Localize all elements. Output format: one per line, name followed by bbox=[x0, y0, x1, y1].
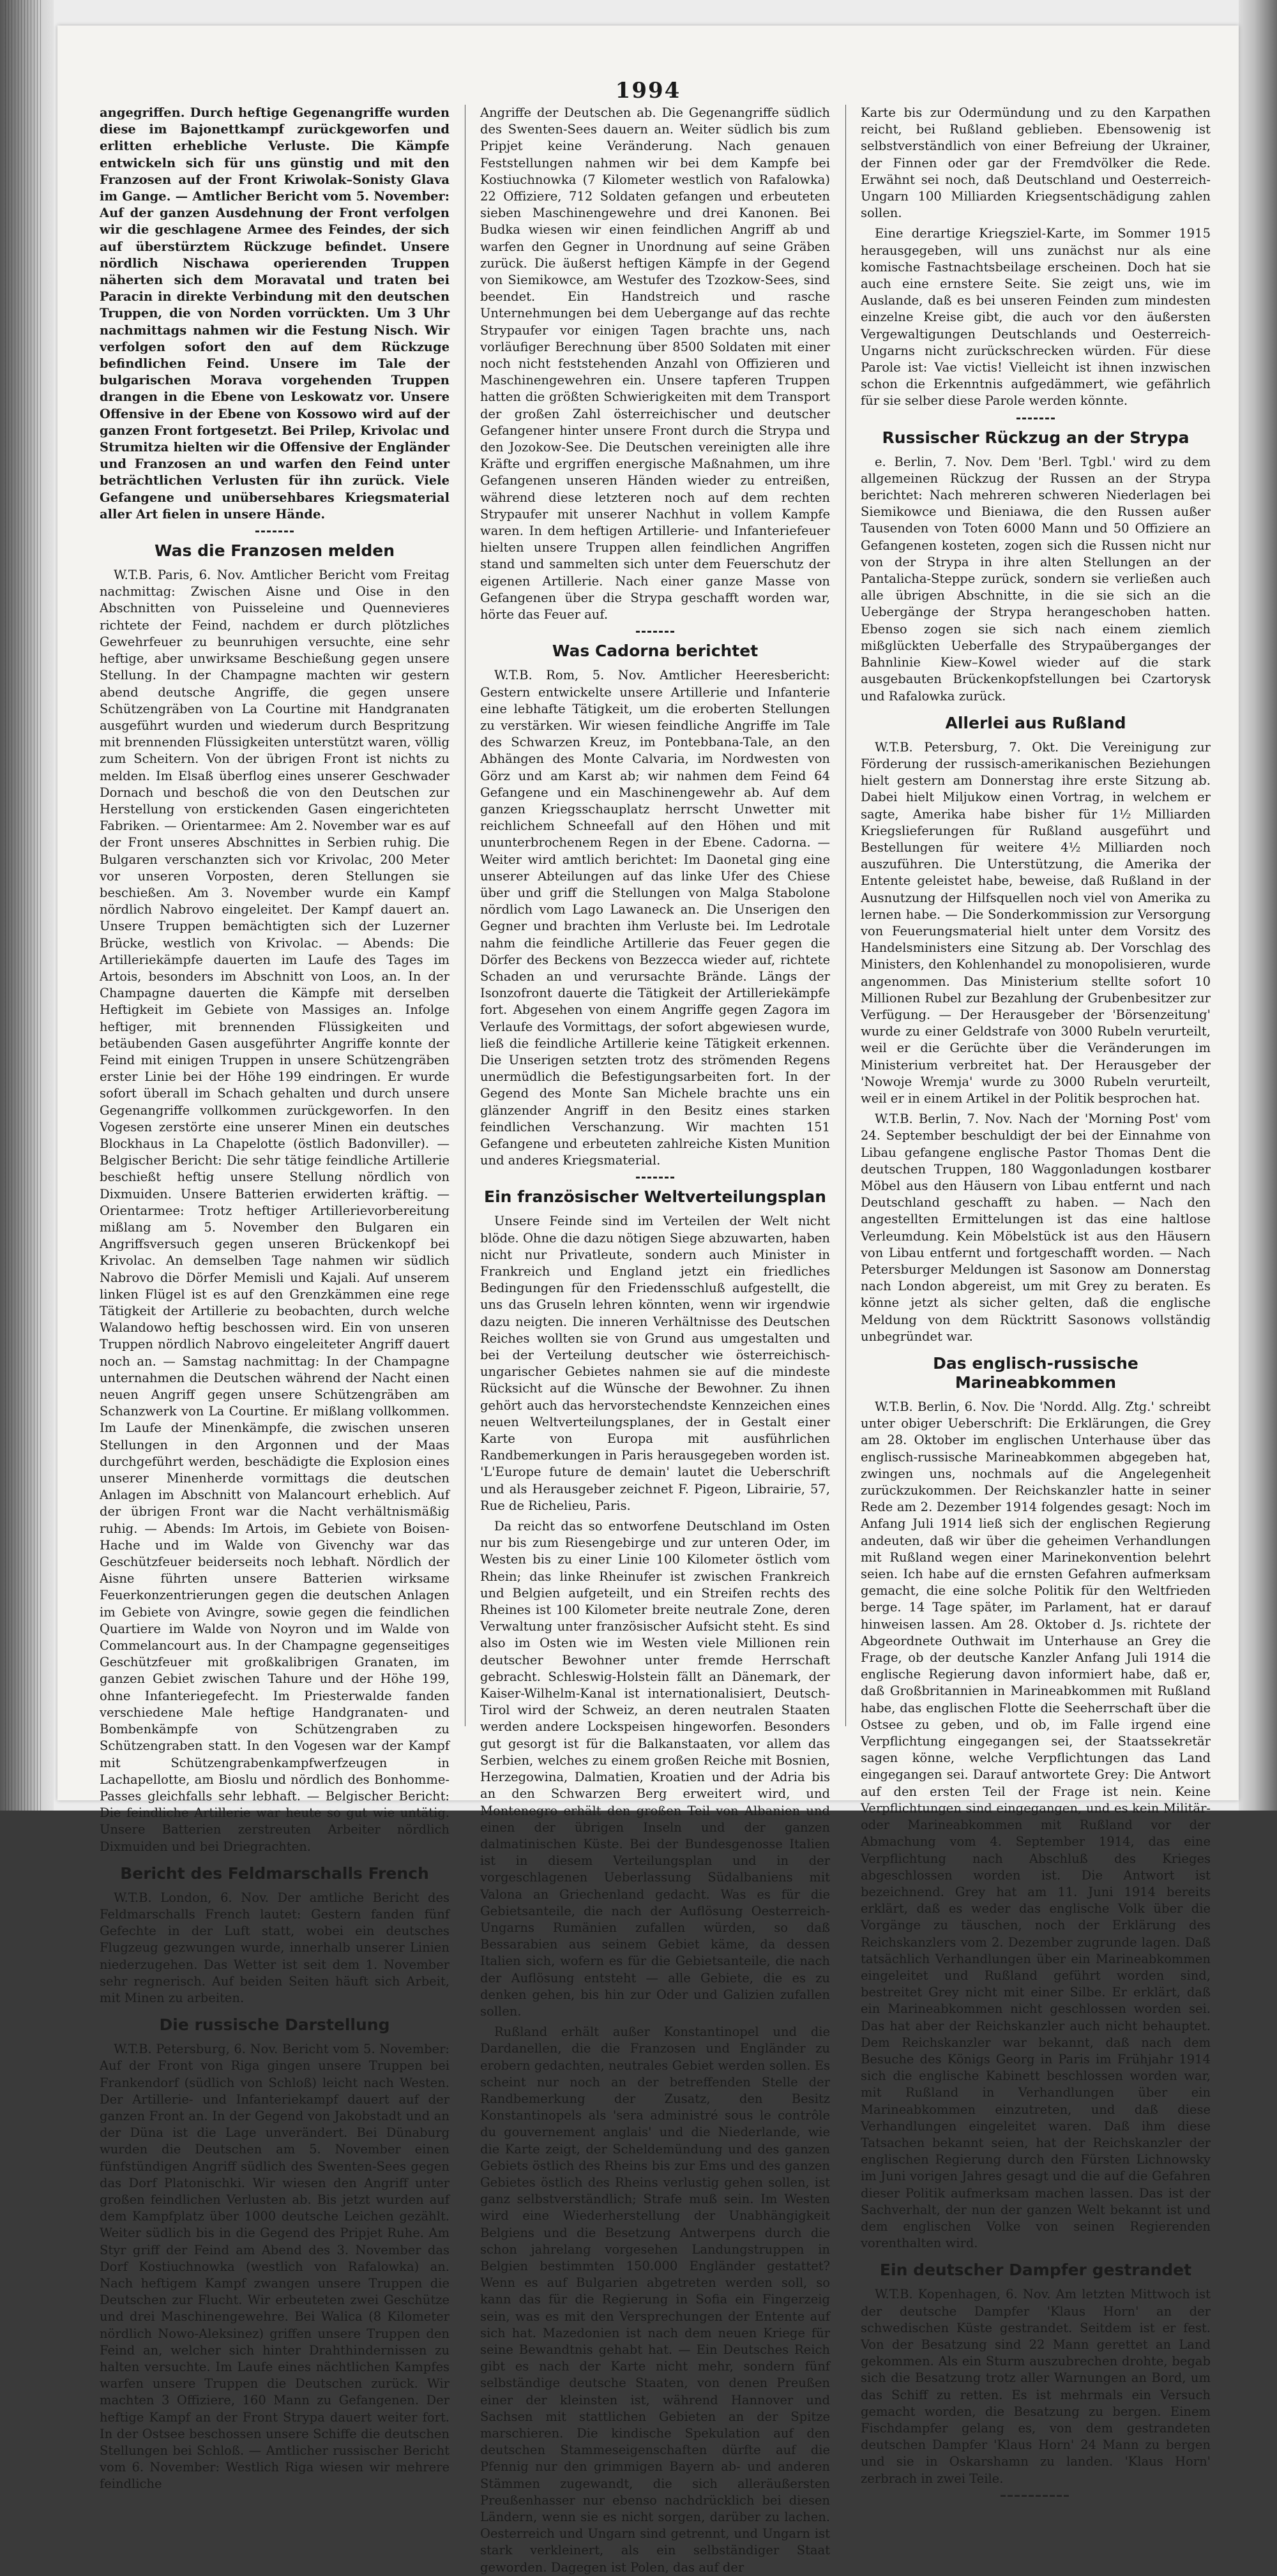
article-headline: Ein französischer Weltverteilungsplan bbox=[484, 1187, 826, 1207]
right-page-edge bbox=[1239, 0, 1277, 1811]
article-paragraph: Angriffe der Deutschen ab. Die Gegenangriffe südlich des Swenten-Sees dauern an. Weiter südlich bis zum Pripjet keine Veränderung. Nach genauen Feststellungen nahmen wir bei dem Kampfe bei Kostiuchnowka (7 Kilometer westlich von Rafalowka) 22 Offiziere, 712 Soldaten gefangen und erbeuteten sieben Maschinengewehre und drei Kanonen. Bei Budka wiesen wir einen feindlichen Angriff ab und warfen den Gegner in Unordnung auf seine Gräben zurück. Die äußerst heftigen Kämpfe in der Gegend von Siemikowce, am Westufer des Tzozkow-Sees, sind beendet. Ein Handstreich und rasche Unternehmungen bei dem Uebergange auf das rechte Strypaufer vor einigen Tagen brachte uns, nach vorläufiger Berechnung über 8500 Soldaten mit einer noch nicht feststehenden Anzahl von Offizieren und Maschinengewehren ein. Unsere tapferen Truppen hatten die größten Schwierigkeiten mit dem Transport der großen Zahl österreichischer und deutscher Gefangener hinter unsere Front durch die Strypa und den Jozokow-See. Die Deutschen vereinigten alle ihre Kräfte und ergriffen energische Maßnahmen, um ihre Gefangenen unseren Händen wieder zu entreißen, während diese letzteren noch auf dem rechten Strypaufer mit unserer Nachhut in vollem Kampfe waren. In dem heftigen Artillerie- und Infanteriefeuer hielten unsere Truppen allen feindlichen Angriffen stand und sammelten sich unter dem Feuerschutz der eigenen Artillerie. Nach einer ganze Masse von Gefangenen über die Strypa geschafft worden war, hörte das Feuer auf. bbox=[480, 105, 830, 622]
article-headline: Das englisch-russische Marineabkommen bbox=[933, 1354, 1138, 1392]
article-headline: Die russische Darstellung bbox=[159, 2015, 390, 2035]
section-separator bbox=[636, 631, 674, 633]
article-paragraph: W.T.B. Berlin, 6. Nov. Die 'Nordd. Allg. Ztg.' schreibt unter obiger Ueberschrift: Die Erklärungen, die Grey am 28. Oktober im englischen Unterhause über das englisch-russische Marineabkommen abgegeben hat, zwingen uns, nochmals auf die Angelegenheit zurückzukommen. Der Reichskanzler hatte in seiner Rede am 2. Dezember 1914 folgendes gesagt: Noch im Anfang Juli 1914 ließ sich der englischen Regierung andeuten, daß wir über die geheimen Verhandlungen mit Rußland wegen einer Marinekonvention belehrt seien. Ich habe auf die ernsten Gefahren aufmerksam gemacht, die eine solche Politik für den Weltfrieden berge. 14 Tage später, im Parlament, hat er darauf hinweisen lassen. Am 28. Oktober d. Js. richtete der Abgeordnete Outhwait im Unterhause an Grey die Frage, ob der deutsche Kanzler Anfang Juli 1914 die englische Regierung davon informiert habe, daß er, daß Großbritannien in Marineabkommen mit Rußland habe, das englischen Flotte die Seeherrschaft über die Ostsee zu geben, und ob, im Falle irgend eine Verpflichtung eingegangen sei, der Staatssekretär sagen könne, welche Verpflichtungen das Land eingegangen sei. Darauf antwortete Grey: Die Antwort auf den ersten Teil der Frage ist nein. Keine Verpflichtungen sind eingegangen, und es kein Militär- oder Marineabkommen mit Rußland vor der Abmachung vom 4. September 1914, das eine Verpflichtung nach Abschluß des Krieges abgeschlossen worden ist. Die Antwort ist bezeichnend. Grey hat am 11. Juni 1914 bereits erklärt, daß es weder das englische Volk über die Vorgänge zu täuschen, noch der Erklärung des Reichskanzlers vom 2. Dezember zugrunde lagen. Daß tatsächlich Verhandlungen über ein Marineabkommen eingeleitet und Rußland geführt worden sind, bestreitet Grey nicht mit einer Silbe. Er erklärt, daß ein Marineabkommen nicht geschlossen worden sei. Das hat aber der Reichskanzler auch nicht behauptet. Dem Reichskanzler war bekannt, daß nach dem Besuche des Königs Georg in Paris im Frühjahr 1914 sich die englische Kabinett beschlossen worden war, mit Rußland in Verhandlungen über ein Marineabkommen einzutreten, und daß diese Verhandlungen eingeleitet waren. Daß ihm diese Tatsachen bekannt seien, hat der Reichskanzler der englischen Regierung durch den Fürsten Lichnowsky im Juni vorigen Jahres gesagt und die auf die Gefahren dieser Politik aufmerksam machen lassen. Das ist der Sachverhalt, der nun der ganzen Welt bekannt ist und dem englischen Volke von seinen Regierenden vorenthalten wird. bbox=[861, 1399, 1211, 2251]
article-paragraph: W.T.B. Petersburg, 6. Nov. Bericht vom 5. November: Auf der Front von Riga gingen unsere Truppen bei Frankendorf (südlich von Schloß) leicht nach Westen. Der Artillerie- und Infanteriekampf dauert auf der ganzen Front an. In der Gegend von Jakobstadt und an der Düna ist die Lage unverändert. Bei Dünaburg wurden die Deutschen am 5. November einen fünfstündigen Angriff südlich des Swenten-Sees gegen das Dorf Platonischki. Wir wiesen den Angriff unter großen feindlichen Verlusten ab. Bis jetzt wurden auf dem Kampfplatz über 1000 deutsche Leichen gezählt. Weiter südlich bis in die Gegend des Pripjet Ruhe. Am Styr griff der Feind am Abend des 3. November das Dorf Kostiuchnowka (westlich von Rafalowka) an. Nach heftigem Kampf zwangen unsere Truppen die Deutschen zur Flucht. Wir erbeuteten zwei Geschütze und drei Maschinengewehre. Bei Walica (8 Kilometer nördlich Nowo-Aleksinez) griffen unsere Truppen den Feind an, welcher sich hinter Drahthindernissen zu halten versuchte. Im Laufe eines nächtlichen Kampfes warfen unsere Truppen die Deutschen zurück. Wir machten 3 Offiziere, 160 Mann zu Gefangenen. Der heftige Kampf an der Front Strypa dauert weiter fort. In der Ostsee beschossen unsere Schiffe die deutschen Stellungen bei Schloß. — Amtlicher russischer Bericht vom 6. November: Westlich Riga wiesen wir mehrere feindliche bbox=[100, 2042, 450, 2492]
article-paragraph: W.T.B. London, 6. Nov. Der amtliche Bericht des Feldmarschalls French lautet: Gestern fanden fünf Gefechte in der Luft statt, wobei ein deutsches Flugzeug gezwungen wurde, innerhalb unserer Linien niederzugehen. Das Wetter ist seit dem 1. November sehr regnerisch. Auf beiden Seiten häuft sich Arbeit, mit Minen zu arbeiten. bbox=[100, 1890, 450, 2005]
column-3 bbox=[861, 105, 1211, 2486]
article-paragraph: W.T.B. Berlin, 7. Nov. Nach der 'Morning Post' vom 24. September beschuldigt der bei der Einnahme von Libau gefangene englische Pastor Thomas Dent die deutschen Truppen, 180 Waggonladungen kostbarer Möbel aus den Häusern von Libau entfernt und nach Deutschland geschafft zu haben. — Nach den angestellten Ermittelungen ist das eine haltlose Verleumdung. Kein Möbelstück ist aus den Häusern von Libau entfernt und fortgeschafft worden. — Nach Petersburger Meldungen ist Sasonow am Donnerstag nach London abgereist, um mit Grey zu beraten. Es könne jetzt als sicher gelten, daß die englische Meldung von dem Rücktritt Sasonows vollständig unbegründet war. bbox=[861, 1111, 1211, 1344]
article-columns bbox=[100, 105, 1211, 2575]
article-headline: Allerlei aus Rußland bbox=[945, 713, 1126, 732]
book-binding-edge bbox=[0, 0, 54, 1811]
section-separator bbox=[1016, 418, 1055, 419]
article-paragraph: W.T.B. Paris, 6. Nov. Amtlicher Bericht vom Freitag nachmittag: Zwischen Aisne und Oise in den Abschnitten von Puisseleine und Quennevieres richtete der Feind, nachdem er durch plötzliches Gewehrfeuer zu beunruhigen versuchte, eine sehr heftige, aber unwirksame Beschießung gegen unsere Stellung. In der Champagne machten wir gestern abend deutsche Angriffe, die gegen unsere Schützengräben von La Courtine mit Handgranaten ausgeführt wurden und wiederum durch Bespritzung mit brennenden Flüssigkeiten unterstützt waren, völlig zum Scheitern. Von der übrigen Front ist nichts zu melden. Im Elsaß überflog eines unserer Geschwader Dornach und beschoß die von den Deutschen zur Herstellung von erstickenden Gasen eingerichteten Fabriken. — Orientarmee: Am 2. November war es auf der Front unseres Abschnittes in Serbien ruhig. Die Bulgaren verschanzten sich vor Krivolac, 200 Meter vor unseren Vorposten, deren Stellungen sie beschießen. Am 3. November wurde ein Kampf nördlich Nabrovo eingeleitet. Der Kampf dauert an. Unsere Truppen bemächtigten sich der Luzerner Brücke, westlich von Krivolac. — Abends: Die Artilleriekämpfe dauerten im Laufe des Tages im Artois, besonders im Abschnitt von Loos, an. In der Champagne dauerten die Kämpfe mit derselben Heftigkeit im Gebiete von Massiges an. Infolge heftiger, mit brennenden Flüssigkeiten und betäubenden Gasen ausgeführter Angriffe konnte der Feind mit einigen Truppen in unsere Schützengräben erster Linie bei der Höhe 199 eindringen. Er wurde sofort überall im Schach gehalten und durch unsere Gegenangriffe vollkommen zurückgeworfen. In den Vogesen zerstörte eine unserer Minen ein deutsches Blockhaus in La Chapelotte (östlich Badonviller). — Belgischer Bericht: Die sehr tätige feindliche Artillerie beschießt heftig unsere Stellung nördlich von Dixmuiden. Unsere Batterien erwiderten kräftig. — Orientarmee: Trotz heftiger Artillerievorbereitung mißlang am 5. November den Bulgaren ein Angriffsversuch gegen unseren Brückenkopf bei Krivolac. An demselben Tage nahmen wir südlich Nabrovo die Dörfer Memisli und Kajali. Auf unserem linken Flügel ist es auf den Grenzkämmen eine rege Tätigkeit der Artillerie zu beobachten, durch welche Walandowo heftig beschossen wird. Ein von unseren Truppen nördlich Nabrovo eingeleiteter Angriff dauert noch an. — Samstag nachmittag: In der Champagne unternahmen die Deutschen während der Nacht einen neuen Angriff gegen unsere Schützengräben am Schanzwerk von La Courtine. Er mißlang vollkommen. Im Laufe der Minenkämpfe, die zwischen unseren Stellungen in den Argonnen und der Maas durchgeführt werden, beschädigte die Explosion eines unserer Minenherde vormittags die deutschen Anlagen im Abschnitt von Malancourt erheblich. Auf der übrigen Front war die Nacht verhältnismäßig ruhig. — Abends: Im Artois, im Gebiete von Boisen-Hache und im Walde von Givenchy war das Geschützfeuer beiderseits noch lebhaft. Nördlich der Aisne führten unsere Batterien wirksame Feuerkonzentrierungen gegen die deutschen Anlagen im Gebiete von Avingre, sowie gegen die feindlichen Quartiere im Walde von Noyron und im Walde von Commelancourt aus. In der Champagne gegenseitiges Geschützfeuer mit großkalibrigen Granaten, im ganzen Gebiet zwischen Tahure und der Höhe 199, ohne Infanteriegefecht. Im Priesterwalde fanden verschiedene Male heftige Handgranaten- und Bombenkämpfe von Schützengraben zu Schützengraben statt. In den Vogesen war der Kampf mit Schützengrabenkampfwerfzeugen in Lachapellotte, am Bioslu und nördlich des Bonhomme-Passes gleichfalls sehr lebhaft. — Belgischer Bericht: Die feindliche Artillerie war heute so gut wie untätig. Unsere Batterien zerstreuten Arbeiter nördlich Dixmuiden und bei Driegrachten. bbox=[100, 568, 450, 1854]
article-paragraph: Eine derartige Kriegsziel-Karte, im Sommer 1915 herausgegeben, will uns zunächst nur als eine komische Fastnachtsbeilage erscheinen. Doch hat sie auch eine ernstere Seite. Sie zeigt uns, wie im Auslande, daß es bei unseren Feinden zum mindesten einzelne Kreise gibt, die auch vor den äußersten Vergewaltigungen Deutschlands und Oesterreich-Ungarns nicht zurückschrecken würden. Für diese Parole ist: Vae victis! Vielleicht ist ihnen inzwischen schon die Erkenntnis aufgedämmert, wie gefährlich für sie selber diese Parole werden könnte. bbox=[861, 226, 1211, 409]
article-paragraph: W.T.B. Petersburg, 7. Okt. Die Vereinigung zur Förderung der russisch-amerikanischen Beziehungen hielt gestern am Donnerstag ihre erste Sitzung ab. Dabei hielt Miljukow einen Vortrag, in welchem er sagte, Amerika habe bisher für 1½ Milliarden Kriegslieferungen für Rußland ausgeführt und Bestellungen für weitere 4½ Milliarden noch auszuführen. Die Unterstützung, die Amerika der Entente geleistet habe, beweise, daß Rußland in der Ausnutzung der Hilfsquellen noch viel von Amerika zu lernen habe. — Die Sonderkommission zur Versorgung von Feuerungsmaterial hielt unter dem Vorsitz des Handelsministers eine Sitzung ab. Der Vorschlag des Ministers, den Kohlenhandel zu monopolisieren, wurde angenommen. Das Ministerium stellte sofort 10 Millionen Rubel zur Bezahlung der Grubenbesitzer zur Verfügung. — Der Herausgeber der 'Börsenzeitung' wurde zu einer Geldstrafe von 3000 Rubeln verurteilt, weil er die Gerüchte über die Veränderungen im Ministerium verbreitet hat. Der Herausgeber der 'Nowoje Wremja' wurde zu 3000 Rubeln verurteilt, weil er in einem Artikel in der Politik besprochen hat. bbox=[861, 739, 1211, 1106]
binding-page-edges bbox=[5, 0, 43, 1811]
column-divider bbox=[845, 105, 846, 1726]
article-headline: Was Cadorna berichtet bbox=[552, 642, 759, 661]
article-paragraph: e. Berlin, 7. Nov. Dem 'Berl. Tgbl.' wird zu dem allgemeinen Rückzug der Russen an der Strypa berichtet: Nach mehreren schweren Niederlagen bei Siemikowce und Bieniawa, die den Russen außer Tausenden von Toten 6000 Mann und 50 Offiziere an Gefangenen kosteten, zogen sich die Russen nicht nur von der Strypa in ihre alten Stellungen an der Pantalicha-Steppe zurück, sondern sie verließen auch alle übrigen Abschnitte, in die sie sich an die Uebergänge der Strypa herangeschoben hatten. Ebenso zogen sie sich nach einem ziemlich mißglückten Ueberfalle des Strypaüberganges der Bahnlinie Kiew–Kowel wieder auf die stark ausgebauten Brückenkopfstellungen bei Czartorysk und Rafalowka zurück. bbox=[861, 454, 1211, 704]
article-paragraph: Unsere Feinde sind im Verteilen der Welt nicht blöde. Ohne die dazu nötigen Siege abzuwarten, haben nicht nur Privatleute, sondern auch Minister in Frankreich und England jetzt ein friedliches Bedingungen für den Friedensschluß aufgestellt, die uns das Gruseln lehren könnten, wenn wir irgendwie dazu neigten. Die inneren Verhältnisse des Deutschen Reiches wollten sie von Grund aus umgestalten und bei der Verteilung deutscher wie österreichisch-ungarischer Gebietes nahmen sie auf die mindeste Rücksicht auf die Wünsche der Bewohner. Zu ihnen gehört auch das hervorstechendste Kennzeichen eines neuen Weltverteilungsplanes, der in Gestalt einer Karte von Europa mit ausführlichen Randbemerkungen in Paris herausgegeben worden ist. 'L'Europe future de demain' lautet die Ueberschrift und als Herausgeber zeichnet F. Pigeon, Librairie, 57, Rue de Richelieu, Paris. bbox=[480, 1214, 830, 1513]
article-headline: Russischer Rückzug an der Strypa bbox=[882, 428, 1190, 447]
article-paragraph: W.T.B. Kopenhagen, 6. Nov. Am letzten Mittwoch ist der deutsche Dampfer 'Klaus Horn' an der schwedischen Küste gestrandet. Seitdem ist er fest. Von der Besatzung sind 22 Mann gerettet an Land gekommen. Als ein Sturm auszubrechen drohte, begab sich die Besatzung trotz aller Warnungen an Bord, um das Schiff zu retten. Es ist mehrmals ein Versuch gemacht worden, die Besatzung zu bergen. Einem Fischdampfer gelang es, von dem gestrandeten deutschen Dampfer 'Klaus Horn' 24 Mann zu bergen und sie in Oskarshamn zu landen. 'Klaus Horn' zerbrach in zwei Teile. bbox=[861, 2287, 1211, 2486]
end-of-article-rule bbox=[1001, 2495, 1071, 2497]
column-1 bbox=[100, 105, 450, 2492]
article-headline: Bericht des Feldmarschalls French bbox=[120, 1864, 429, 1883]
section-separator bbox=[636, 1177, 674, 1179]
article-paragraph: Karte bis zur Odermündung und zu den Karpathen reicht, bei Rußland geblieben. Ebensowenig ist selbstverständlich von einer Befreiung der Ukrainer, der Finnen oder gar der Fremdvölker die Rede. Erwähnt sei noch, daß Deutschland und Oesterreich-Ungarn 100 Milliarden Kriegsentschädigung zahlen sollen. bbox=[861, 105, 1211, 221]
newspaper-page bbox=[57, 26, 1239, 2575]
article-paragraph: Da reicht das so entworfene Deutschland im Osten nur bis zum Riesengebirge und zur unteren Oder, im Westen bis zu einer Linie 100 Kilometer östlich vom Rhein; das linke Rheinufer ist zwischen Frankreich und Belgien aufgeteilt, und ein Streifen rechts des Rheines ist 100 Kilometer breite neutrale Zone, deren Verwaltung unter französischer Aufsicht steht. Es sind also im Osten wie im Westen viele Millionen rein deutscher Bewohner unter fremde Herrschaft gebracht. Schleswig-Holstein fällt an Dänemark, der Kaiser-Wilhelm-Kanal ist internationalisiert, Deutsch-Tirol wird der Schweiz, an deren neutralen Staaten werden andere Lockspeisen hingeworfen. Besonders gut gesorgt ist für die Balkanstaaten, vor allem das Serbien, welches zu einem großen Reiche mit Bosnien, Herzegowina, Dalmatien, Kroatien und der Adria bis an den Schwarzen Berg erweitert wird, und Montenegro erhält den großen Teil von Albanien und einen der übrigen Inseln und der ganzen dalmatinischen Küste. Bei der Bundesgenosse Italien ist in diesem Verteilungsplan und in der vorgeschlagenen Ueberlassung Südalbaniens mit Valona an Griechenland gedacht. Was es für die Gebietsanteile, die nach der Auflösung Oesterreich-Ungarns Rumänien zufallen würden, so daß Bessarabien aus seinem Gebiet käme, da dessen Italien sich, wofern es für die Gebietsanteile, die nach der Auflösung entsteht — alle Gebiete, die es zu denken gehen, bis hin zur Oder und Galizien zufallen sollen. bbox=[480, 1519, 830, 2019]
section-separator bbox=[255, 531, 294, 532]
column-2 bbox=[480, 105, 830, 2575]
article-paragraph: angegriffen. Durch heftige Gegenangriffe wurden diese im Bajonettkampf zurückgeworfen und erlitten erhebliche Verluste. Die Kämpfe entwickeln sich für uns günstig und mit den Franzosen auf der Front Kriwolak–Sonisty Glava im Gange. — Amtlicher Bericht vom 5. November: Auf der ganzen Ausdehnung der Front verfolgen wir die geschlagene Armee des Feindes, der sich auf überstürztem Rückzuge befindet. Unsere nördlich Nischawa operierenden Truppen näherten sich dem Moravatal und traten bei Paracin in direkte Verbindung mit den deutschen Truppen, die von Norden vorrückten. Um 3 Uhr nachmittags nahmen wir die Festung Nisch. Wir verfolgen sofort den auf dem Rückzuge befindlichen Feind. Unsere im Tale der bulgarischen Morava vorgehenden Truppen drangen in die Ebene von Leskowatz vor. Unsere Offensive in der Ebene von Kossowo wird auf der ganzen Front fortgesetzt. Bei Prilep, Krivolac und Strumitza hielten wir die Offensive der Engländer und Franzosen an und warfen den Feind unter beträchtlichen Verlusten für ihn zurück. Viele Gefangene und unübersehbares Kriegsmaterial aller Art fielen in unsere Hände. bbox=[100, 105, 450, 522]
article-paragraph: Rußland erhält außer Konstantinopel und die Dardanellen, die die Franzosen und Engländer zu erobern gedachten, neutrales Gebiet werden sollen. Es scheint nur noch an der betreffenden Stelle der Randbemerkung der Zusatz, den Besitz Konstantinopels als 'sera administré sous le contrôle du gouvernement anglais' und die Niederlande, wie die Karte zeigt, der Scheldemündung und des ganzen Gebiets östlich des Rheins bis zur Ems und des ganzen Gebietes östlich des Rheins verlustig gehen sollen, ist ganz selbstverständlich; Strafe muß sein. Im Westen wird eine Wiederherstellung der Unabhängigkeit Belgiens und die Besetzung Antwerpens durch die schon jahrelang vorgesehen Landungstruppen in Belgien bestimmten 150.000 Engländer gestattet? Wenn es auf Bulgarien abgetreten werden soll, so kann das für die Regierung in Sofia ein Fingerzeig sein, was es mit den Versprechungen der Entente auf sich hat. Mazedonien ist nach dem neuen Kriege für seine Bewandtnis gehabt hat. — Ein Deutsches Reich gibt es nach der Karte nicht mehr, sondern fünf selbständige deutsche Staaten, von denen Preußen einer der kleinsten ist, während Hannover und Sachsen mit stattlichen Gebieten an der Spitze marschieren. Die kindische Spekulation auf den deutschen Stammeseigenschaften dürfte auf die Pfennig nur den grimmigen Bayern ab- und anderen Stämmen zugewandt, die sich alleräußersten Preußenhasser nur ebenso nachdrücklich bei diesen Ländern, wenn sie es nicht sorgen, darüber zu lachen. Oesterreich und Ungarn sind getrennt, und Ungarn ist stark verkleinert, als ein selbständiger Staat geworden. Dagegen ist Polen, das auf der bbox=[480, 2024, 830, 2575]
article-headline: Was die Franzosen melden bbox=[154, 541, 395, 561]
page-number: 1994 bbox=[615, 78, 681, 103]
article-paragraph: W.T.B. Rom, 5. Nov. Amtlicher Heeresbericht: Gestern entwickelte unsere Artillerie und Infanterie eine lebhafte Tätigkeit, um die eroberten Stellungen zu verstärken. Wir wiesen feindliche Angriffe im Tale des Schwarzen Kreuz, im Pontebbana-Tale, an den Abhängen des Monte Calvaria, im Nordwesten von Görz und am Karst ab; wir nahmen dem Feind 64 Gefangene und ein Maschinengewehr ab. Auf dem ganzen Kriegsschauplatz herrscht Unwetter mit reichlichem Schneefall auf den Höhen und mit ununterbrochenem Regen in der Ebene. Cadorna. — Weiter wird amtlich berichtet: Im Daonetal ging eine unserer Abteilungen auf das linke Ufer des Chiese über und griff die Stellungen von Malga Stabolone nördlich vom Lago Lawaneck an. Die Unserigen den Gegner und brachten ihm Verluste bei. Im Ledrotale nahm die feindliche Artillerie das Feuer gegen die Dörfer des Beckens von Bezzecca wieder auf, richtete Schaden an und verursachte Brände. Längs der Isonzofront dauerte die Tätigkeit der Artilleriekämpfe fort. Abgesehen von einem Angriffe gegen Zagora im Verlaufe des Vormittags, der sofort abgewiesen wurde, ließ die feindliche Artillerie keine Tätigkeit erkennen. Die Unserigen setzten trotz des strömenden Regens unermüdlich die Befestigungsarbeiten fort. In der Gegend des Monte San Michele brachte uns ein glänzender Angriff in den Besitz eines starken feindlichen Verschanzung. Wir machten 151 Gefangene und erbeuteten zahlreiche Kisten Munition und anderes Kriegsmaterial. bbox=[480, 668, 830, 1168]
article-headline: Ein deutscher Dampfer gestrandet bbox=[879, 2261, 1192, 2280]
